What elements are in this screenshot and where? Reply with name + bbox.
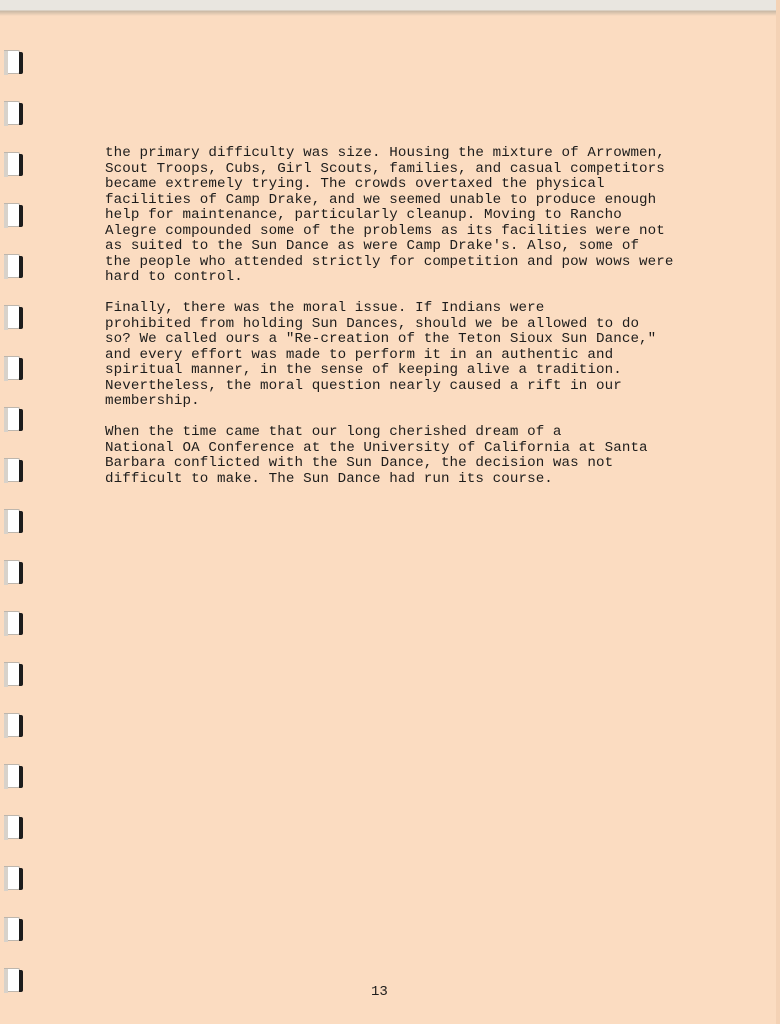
binding-ring — [4, 101, 20, 125]
page-number: 13 — [371, 984, 388, 1000]
binding-ring — [4, 560, 20, 584]
binding-ring — [4, 917, 20, 941]
paragraph-size-difficulty: the primary difficulty was size. Housing the mixture of Arrowmen, Scout Troops, Cubs, Girl Scouts, families, and casual competitors became extremely trying. The crowds overtaxed the physical facilities of Camp Drake, and we seemed unable to produce enough help for maintenance, particularly cleanup. Moving to Rancho Alegre compounded some of the problems as its facilities were not as suited to the Sun Dance as were Camp Drake's. Also, some of the people who attended strictly for competition and pow wows were hard to control. — [105, 145, 674, 285]
binding-ring — [4, 254, 20, 278]
paragraph-conclusion: When the time came that our long cherished dream of a National OA Conference at the University of California at Santa Barbara conflicted with the Sun Dance, the decision was not difficult to make. The Sun Dance had run its course. — [105, 424, 648, 487]
binding-ring — [4, 968, 20, 992]
page-right-edge — [776, 0, 780, 1024]
binding-ring — [4, 152, 20, 176]
binding-ring — [4, 458, 20, 482]
binding-ring — [4, 509, 20, 533]
binding-ring — [4, 50, 20, 74]
binding-ring — [4, 356, 20, 380]
binding-ring — [4, 815, 20, 839]
page-top-edge — [0, 0, 780, 16]
binding-ring — [4, 203, 20, 227]
binding-ring — [4, 662, 20, 686]
binding-ring — [4, 611, 20, 635]
body-text — [105, 146, 745, 503]
binding-ring — [4, 305, 20, 329]
binding-ring — [4, 866, 20, 890]
binding-ring — [4, 764, 20, 788]
paragraph-moral-issue: Finally, there was the moral issue. If Indians were prohibited from holding Sun Dances, should we be allowed to do so? We called ours a "Re-creation of the Teton Sioux Sun Dance," and every effort was made to perform it in an authentic and spiritual manner, in the sense of keeping alive a tradition. Nevertheless, the moral question nearly caused a rift in our membership. — [105, 300, 657, 409]
binding-ring — [4, 713, 20, 737]
spiral-binding — [0, 0, 30, 1024]
binding-ring — [4, 407, 20, 431]
